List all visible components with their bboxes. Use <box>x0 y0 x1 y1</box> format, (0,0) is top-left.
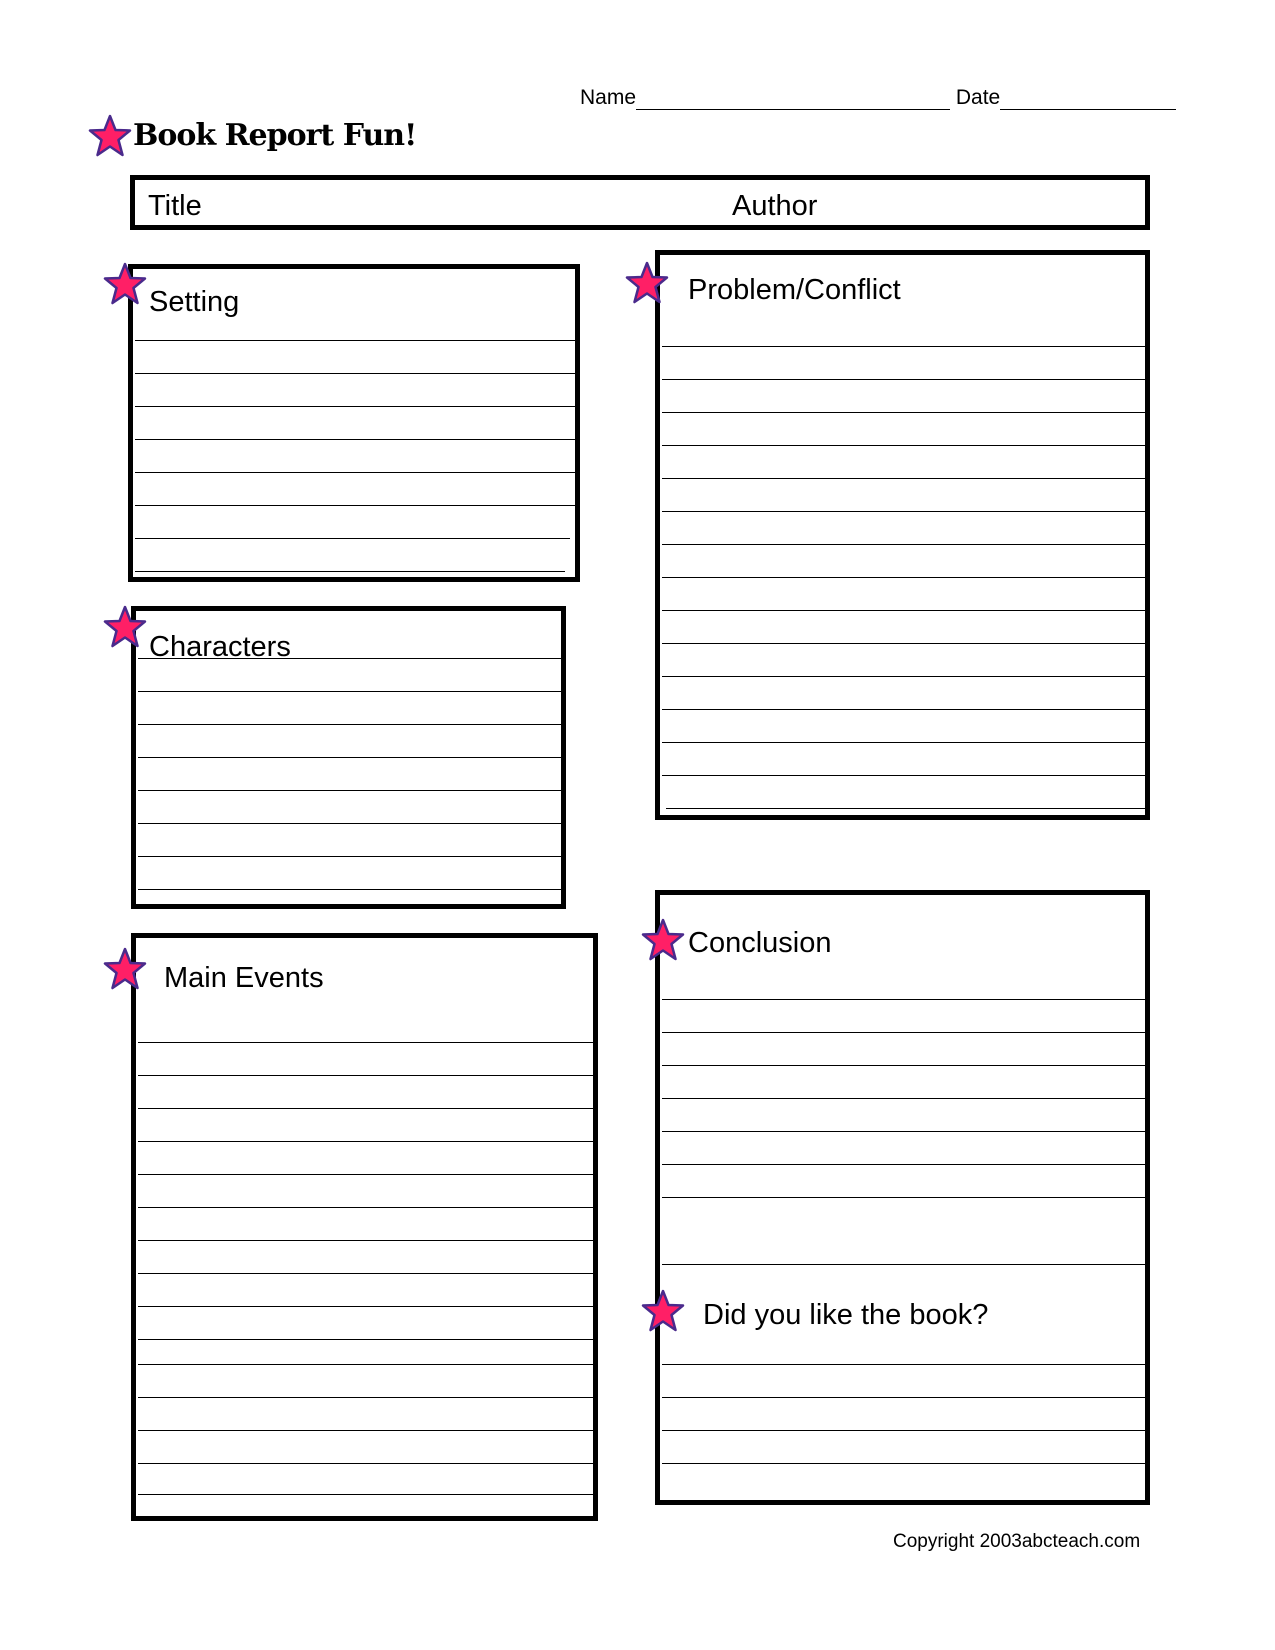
name-field[interactable] <box>636 89 950 110</box>
star-icon <box>103 947 147 991</box>
star-icon <box>103 605 147 649</box>
problem-conflict-label: Problem/Conflict <box>688 274 901 306</box>
characters-label: Characters <box>149 631 291 663</box>
name-label: Name <box>580 86 637 109</box>
star-icon <box>641 918 685 962</box>
name-date-line <box>580 86 1176 110</box>
copyright-text: Copyright 2003abcteach.com <box>893 1531 1141 1552</box>
date-field[interactable] <box>1000 89 1176 110</box>
star-icon <box>88 114 132 158</box>
setting-box[interactable] <box>128 264 580 582</box>
star-icon <box>103 262 147 306</box>
date-label: Date <box>955 86 1001 109</box>
characters-box[interactable] <box>131 606 566 909</box>
star-icon <box>625 261 669 305</box>
page-title: Book Report Fun! <box>133 118 417 153</box>
conclusion-label: Conclusion <box>688 927 832 959</box>
problem-conflict-box[interactable] <box>655 250 1150 820</box>
conclusion-box[interactable] <box>655 890 1150 1505</box>
main-events-box[interactable] <box>131 933 598 1521</box>
title-author-bar[interactable] <box>130 175 1150 230</box>
star-icon <box>641 1289 685 1333</box>
main-events-label: Main Events <box>164 962 324 994</box>
setting-label: Setting <box>149 286 240 318</box>
title-label: Title <box>148 190 202 222</box>
did-you-like-label: Did you like the book? <box>703 1299 989 1331</box>
author-label: Author <box>732 190 818 222</box>
